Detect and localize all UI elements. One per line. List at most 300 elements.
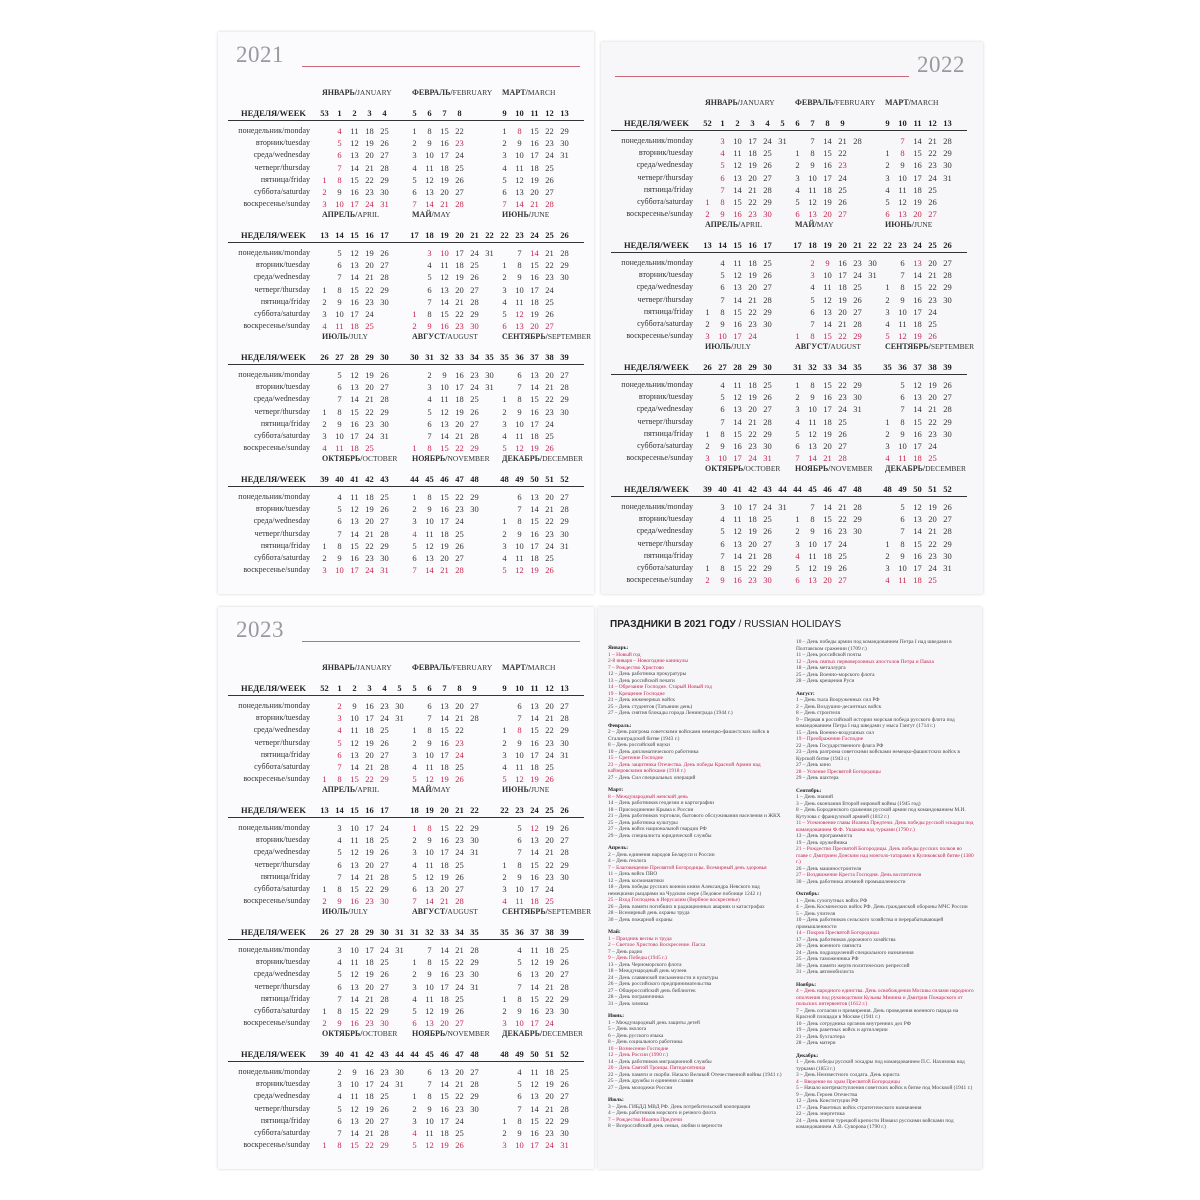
calendar-day: 2	[705, 209, 710, 220]
calendar-day: 21	[545, 1103, 554, 1114]
calendar-day: 23	[545, 272, 554, 283]
calendar-day: 15	[440, 443, 449, 454]
calendar-day: 14	[440, 1079, 449, 1090]
calendar-day: 10	[350, 945, 359, 955]
calendar-day: 13	[530, 969, 539, 980]
holiday-entry: 10 – Вознесение Господне	[608, 1045, 669, 1052]
calendar-day: 31	[943, 563, 952, 573]
calendar-day: 20	[365, 382, 374, 393]
calendar-day: 15	[530, 126, 539, 136]
calendar-day: 30	[560, 1128, 569, 1138]
weekday-label: четверг/thursday	[254, 284, 310, 294]
calendar-day: 13	[808, 209, 817, 220]
week-number: 35	[853, 362, 862, 372]
calendar-day: 27	[560, 969, 569, 980]
calendar-day: 29	[470, 823, 479, 833]
calendar-day: 21	[928, 270, 937, 281]
calendar-day: 18	[748, 148, 757, 159]
month-name-ru: АПРЕЛЬ/	[705, 220, 741, 229]
calendar-day: 18	[545, 1067, 554, 1077]
week-number: 19	[425, 805, 434, 815]
week-label-ru: НЕДЕЛЯ/	[241, 805, 280, 815]
calendar-day: 10	[718, 453, 727, 464]
calendar-day: 8	[427, 309, 432, 319]
weekday-label: понедельник/monday	[621, 258, 693, 267]
calendar-day: 20	[748, 404, 757, 415]
calendar-day: 30	[380, 296, 389, 307]
quarter-block	[228, 454, 584, 582]
calendar-day: 10	[808, 538, 817, 549]
calendar-day: 11	[823, 282, 832, 293]
calendar-day: 18	[365, 126, 374, 136]
month-header	[705, 342, 751, 351]
calendar-day: 11	[733, 148, 742, 159]
holiday-entry: 8 – Всероссийский день семьи, любви и верности	[608, 1123, 723, 1129]
calendar-day: 31	[485, 382, 494, 393]
holiday-entry: 20 – День Святой Троицы. Пятидесятница	[608, 1065, 706, 1071]
calendar-day: 21	[545, 847, 554, 858]
calendar-day: 8	[337, 406, 342, 417]
calendar-day: 11	[898, 453, 907, 464]
calendar-day: 9	[825, 258, 830, 268]
calendar-day: 5	[517, 1079, 522, 1090]
weekday-label: среда/wednesday	[253, 969, 310, 979]
holiday-entry: 12 – День космонавтики	[608, 877, 664, 884]
calendar-day: 19	[838, 294, 847, 305]
calendar-day: 30	[395, 1067, 404, 1077]
calendar-day: 31	[560, 540, 569, 551]
calendar-day: 11	[515, 896, 524, 907]
calendar-day: 11	[515, 162, 524, 173]
quarter-block	[228, 663, 584, 791]
calendar-day: 29	[380, 284, 389, 295]
calendar-day: 2	[412, 969, 417, 980]
week-label	[611, 362, 689, 372]
calendar-day: 6	[900, 392, 905, 403]
calendar-day: 28	[380, 762, 389, 772]
calendar-day: 19	[823, 563, 832, 573]
calendar-day: 12	[440, 406, 449, 417]
calendar-day: 24	[545, 540, 554, 551]
calendar-day: 28	[455, 199, 464, 210]
calendar-day: 21	[545, 504, 554, 515]
calendar-day: 21	[545, 713, 554, 724]
calendar-day: 19	[365, 370, 374, 380]
calendar-day: 5	[337, 370, 342, 380]
week-number: 44	[395, 1049, 404, 1059]
calendar-day: 9	[517, 528, 522, 539]
calendar-day: 8	[337, 174, 342, 185]
calendar-day: 14	[913, 526, 922, 537]
week-number: 14	[718, 240, 727, 250]
holiday-entry: 21 – День инженерных войск	[608, 697, 676, 703]
calendar-day: 26	[455, 540, 464, 551]
calendar-day: 29	[560, 126, 569, 136]
week-number: 48	[500, 1049, 509, 1059]
holiday-entry: 24 – День славянской письменности и культуры	[608, 974, 719, 981]
calendar-day: 20	[455, 701, 464, 711]
holiday-entry: 18 – Присоединение Крыма к России	[608, 806, 694, 813]
calendar-day: 13	[350, 981, 359, 992]
calendar-day: 25	[470, 260, 479, 271]
holidays-column-left	[608, 639, 786, 1130]
holiday-entry: 27 – День войск национальной гвардии РФ	[608, 826, 707, 832]
calendar-day: 22	[365, 774, 374, 785]
week-label-ru: НЕДЕЛЯ/	[241, 683, 280, 693]
calendar-day: 24	[455, 749, 464, 760]
calendar-day: 26	[380, 370, 389, 380]
calendar-day: 21	[748, 550, 757, 561]
holiday-entry: 1 – Новый год	[608, 651, 641, 658]
week-number: 52	[943, 484, 952, 494]
week-number: 33	[455, 352, 464, 362]
calendar-day: 19	[530, 309, 539, 319]
calendar-day: 22	[545, 993, 554, 1004]
calendar-day: 25	[455, 528, 464, 539]
calendar-day: 9	[517, 737, 522, 748]
calendar-day: 14	[515, 199, 524, 210]
calendar-day: 27	[455, 187, 464, 197]
calendar-day: 8	[900, 416, 905, 427]
calendar-day: 20	[838, 306, 847, 317]
calendar-day: 5	[720, 526, 725, 537]
calendar-day: 24	[470, 248, 479, 258]
calendar-day: 15	[350, 540, 359, 551]
calendar-day: 15	[823, 148, 832, 159]
calendar-day: 17	[365, 1079, 374, 1090]
calendar-day: 7	[337, 762, 342, 772]
calendar-day: 24	[365, 565, 374, 576]
month-name-ru: ОКТЯБРЬ/	[322, 1029, 363, 1038]
holiday-entry: 29 – День шахтера	[796, 775, 839, 781]
calendar-day: 2	[412, 138, 417, 149]
holiday-month-heading: Июль:	[608, 1097, 624, 1103]
calendar-day: 11	[440, 260, 449, 271]
calendar-day: 27	[380, 859, 389, 870]
calendar-day: 10	[350, 713, 359, 724]
week-number: 4	[382, 108, 387, 118]
calendar-day: 23	[455, 1103, 464, 1114]
calendar-day: 23	[748, 441, 757, 451]
calendar-day: 6	[427, 418, 432, 429]
calendar-day: 17	[365, 713, 374, 724]
weekday-label: среда/wednesday	[636, 526, 693, 536]
week-number: 19	[823, 240, 832, 250]
calendar-day: 26	[545, 174, 554, 185]
calendar-day: 1	[795, 148, 800, 159]
week-number: 47	[455, 474, 464, 484]
week-number: 12	[545, 108, 554, 118]
calendar-day: 23	[455, 737, 464, 748]
calendar-day: 21	[365, 394, 374, 405]
month-header	[412, 454, 490, 463]
week-number: 8	[457, 108, 462, 118]
holiday-entry: 13 – День программиста	[796, 833, 853, 839]
holiday-entry: 12 – День России (1990 г.)	[608, 1052, 668, 1058]
calendar-day: 14	[530, 981, 539, 992]
calendar-day: 18	[530, 431, 539, 441]
calendar-day: 31	[380, 565, 389, 576]
calendar-day: 7	[427, 1079, 432, 1090]
calendar-day: 8	[517, 260, 522, 271]
calendar-day: 6	[337, 859, 342, 870]
calendar-day: 12	[733, 392, 742, 403]
calendar-day: 24	[470, 382, 479, 393]
calendar-day: 18	[838, 282, 847, 293]
month-name-ru: МАРТ/	[885, 98, 911, 107]
week-number: 48	[470, 474, 479, 484]
calendar-day: 21	[365, 993, 374, 1004]
week-number: 35	[470, 927, 479, 937]
calendar-day: 19	[365, 138, 374, 149]
month-header	[502, 454, 583, 463]
calendar-day: 10	[898, 172, 907, 183]
week-number: 24	[913, 240, 922, 250]
calendar-day: 5	[412, 1140, 417, 1151]
calendar-day: 30	[470, 969, 479, 980]
month-header	[885, 220, 932, 229]
calendar-day: 31	[395, 713, 404, 724]
holiday-entry: 27 – Воздвижение Креста Господня. День воспитателя	[796, 872, 922, 878]
calendar-day: 10	[898, 441, 907, 451]
calendar-day: 30	[763, 209, 772, 220]
calendar-day: 18	[913, 184, 922, 195]
calendar-day: 9	[337, 553, 342, 563]
calendar-day: 3	[412, 847, 417, 858]
holiday-entry: 28 – Всемирный день охраны труда	[608, 910, 690, 916]
week-number: 17	[793, 240, 802, 250]
calendar-day: 14	[530, 1103, 539, 1114]
calendar-day: 21	[365, 162, 374, 173]
calendar-day: 22	[928, 282, 937, 293]
calendar-day: 18	[365, 835, 374, 846]
week-number: 16	[365, 230, 374, 240]
calendar-day: 22	[748, 563, 757, 573]
calendar-day: 8	[810, 148, 815, 159]
weekday-label: пятница/friday	[260, 540, 310, 550]
calendar-day: 30	[470, 321, 479, 332]
calendar-day: 5	[337, 1103, 342, 1114]
calendar-day: 12	[823, 294, 832, 305]
week-number: 21	[470, 230, 479, 240]
holiday-entry: 25 – День дружбы и единения славян	[608, 1078, 694, 1084]
week-label-en: WEEK	[662, 484, 689, 494]
week-number: 18	[410, 805, 419, 815]
month-name-ru: СЕНТЯБРЬ/	[502, 907, 548, 916]
calendar-day: 14	[530, 847, 539, 858]
calendar-day: 4	[412, 859, 417, 870]
calendar-day: 6	[517, 1091, 522, 1102]
calendar-day: 14	[425, 565, 434, 576]
holiday-entry: 27 – Общероссийский день библиотек	[608, 987, 696, 994]
calendar-day: 26	[928, 197, 937, 207]
calendar-day: 13	[425, 187, 434, 197]
calendar-day: 30	[853, 392, 862, 403]
week-number: 22	[883, 240, 892, 250]
calendar-day: 13	[350, 260, 359, 271]
calendar-day: 3	[795, 404, 800, 415]
month-name-ru: ФЕВРАЛЬ/	[412, 663, 453, 672]
holiday-entry: 30 – День пожарной охраны	[608, 916, 673, 923]
calendar-day: 3	[795, 538, 800, 549]
week-number: 52	[560, 1049, 569, 1059]
calendar-day: 23	[455, 504, 464, 515]
weekday-label: пятница/friday	[643, 184, 693, 194]
month-name-en: OCTOBER	[362, 454, 398, 463]
holiday-entry: 8 – День строителя	[796, 710, 840, 716]
calendar-day: 14	[808, 453, 817, 464]
calendar-day: 21	[365, 528, 374, 539]
month-name-en: JANUARY	[357, 88, 392, 97]
calendar-day: 30	[943, 428, 952, 439]
week-label-ru: НЕДЕЛЯ/	[241, 230, 280, 240]
calendar-day: 8	[900, 148, 905, 159]
calendar-day: 28	[560, 382, 569, 393]
calendar-day: 15	[350, 884, 359, 894]
week-number: 29	[748, 362, 757, 372]
calendar-day: 11	[425, 162, 434, 173]
calendar-day: 8	[337, 540, 342, 551]
holiday-entry: 2 – День Воздушно-десантных войск	[796, 703, 882, 710]
calendar-day: 31	[763, 453, 772, 464]
calendar-day: 29	[853, 331, 862, 342]
calendar-day: 25	[455, 1128, 464, 1138]
calendar-day: 16	[823, 160, 832, 171]
month-name-en: APRIL	[357, 210, 380, 219]
calendar-day: 12	[808, 563, 817, 573]
week-number: 19	[440, 230, 449, 240]
week-number: 29	[365, 927, 374, 937]
holiday-entry: 10 – День дипломатического работника	[608, 748, 699, 755]
calendar-day: 18	[530, 162, 539, 173]
calendar-day: 8	[720, 428, 725, 439]
week-number: 22	[470, 805, 479, 815]
week-label-ru: НЕДЕЛЯ/	[241, 474, 280, 484]
calendar-day: 11	[350, 492, 359, 502]
calendar-day: 8	[427, 126, 432, 136]
month-name-ru: ФЕВРАЛЬ/	[412, 88, 453, 97]
calendar-day: 20	[440, 187, 449, 197]
calendar-day: 29	[560, 516, 569, 527]
holiday-entry: 11 – День войск ПВО	[608, 871, 658, 877]
calendar-day: 7	[517, 504, 522, 515]
month-name-en: JANUARY	[740, 98, 775, 107]
calendar-day: 3	[502, 1018, 507, 1029]
calendar-day: 2	[322, 1018, 327, 1029]
calendar-day: 9	[720, 209, 725, 220]
holiday-entry: 10 – День победы армии под командованием Петра I над шведами в Полтавском сражении (1709 г.)	[796, 639, 952, 652]
calendar-day: 8	[517, 725, 522, 736]
calendar-day: 27	[763, 404, 772, 415]
calendar-day: 10	[440, 382, 449, 393]
holiday-month-heading: Май:	[608, 929, 621, 935]
calendar-day: 20	[545, 835, 554, 846]
calendar-day: 14	[350, 272, 359, 283]
calendar-day: 6	[502, 321, 507, 332]
month-name-en: SEPTEMBER	[547, 332, 592, 341]
calendar-day: 8	[517, 859, 522, 870]
month-name-en: AUGUST	[830, 342, 861, 351]
week-number: 42	[365, 1049, 374, 1059]
holiday-entry: 18 – День металлурга	[796, 665, 846, 671]
calendar-day: 27	[943, 392, 952, 403]
weekday-label: вторник/tuesday	[255, 835, 310, 845]
month-name-ru: МАРТ/	[502, 663, 528, 672]
calendar-day: 23	[365, 553, 374, 563]
week-number: 48	[500, 474, 509, 484]
weekday-label: суббота/saturday	[254, 309, 310, 318]
month-header	[322, 454, 397, 463]
calendar-day: 13	[350, 382, 359, 393]
calendar-day: 10	[425, 981, 434, 992]
calendar-day: 20	[748, 172, 757, 183]
weekday-label: суббота/saturday	[637, 563, 693, 572]
calendar-day: 14	[350, 162, 359, 173]
calendar-day: 3	[502, 284, 507, 295]
calendar-day: 13	[733, 404, 742, 415]
calendar-day: 24	[853, 270, 862, 281]
calendar-day: 8	[810, 331, 815, 342]
weekday-label: воскресенье/sunday	[626, 575, 693, 585]
month-name-ru: ЯНВАРЬ/	[705, 98, 741, 107]
calendar-day: 30	[560, 871, 569, 882]
calendar-day: 7	[517, 248, 522, 258]
calendar-day: 2	[502, 1006, 507, 1016]
week-number: 26	[560, 230, 569, 240]
calendar-day: 13	[530, 370, 539, 380]
week-number: 1	[337, 683, 342, 693]
calendar-day: 2	[322, 896, 327, 907]
calendar-day: 7	[810, 319, 815, 329]
week-number: 34	[838, 362, 847, 372]
calendar-day: 1	[885, 538, 890, 549]
calendar-day: 8	[427, 443, 432, 454]
calendar-day: 17	[530, 540, 539, 551]
month-name-en: JULY	[733, 342, 751, 351]
week-number: 52	[320, 683, 329, 693]
calendar-day: 22	[365, 540, 374, 551]
calendar-day: 30	[763, 319, 772, 329]
week-number: 34	[455, 927, 464, 937]
calendar-day: 1	[885, 148, 890, 159]
calendar-day: 20	[545, 701, 554, 711]
holiday-entry: 9 – День Героев Отечества	[796, 1091, 858, 1098]
calendar-day: 23	[928, 160, 937, 171]
month-name-ru: ИЮЛЬ/	[322, 332, 351, 341]
month-name-ru: ИЮЛЬ/	[322, 907, 351, 916]
calendar-day: 13	[530, 835, 539, 846]
calendar-day: 22	[365, 884, 374, 894]
weekday-label: среда/wednesday	[636, 404, 693, 414]
calendar-day: 1	[502, 516, 507, 527]
calendar-day: 10	[823, 270, 832, 281]
calendar-day: 6	[337, 150, 342, 161]
week-label-ru: НЕДЕЛЯ/	[241, 352, 280, 362]
calendar-day: 3	[412, 1115, 417, 1126]
week-number: 37	[530, 352, 539, 362]
week-number: 7	[442, 683, 447, 693]
weekday-label: четверг/thursday	[637, 538, 693, 548]
calendar-day: 17	[350, 431, 359, 441]
calendar-day: 26	[763, 160, 772, 171]
calendar-day: 22	[928, 416, 937, 427]
calendar-day: 11	[350, 725, 359, 736]
calendar-day: 9	[900, 160, 905, 171]
month-header	[322, 332, 368, 341]
calendar-day: 15	[530, 260, 539, 271]
calendar-day: 5	[795, 428, 800, 439]
holiday-entry: 8 – День российской науки	[608, 742, 670, 748]
